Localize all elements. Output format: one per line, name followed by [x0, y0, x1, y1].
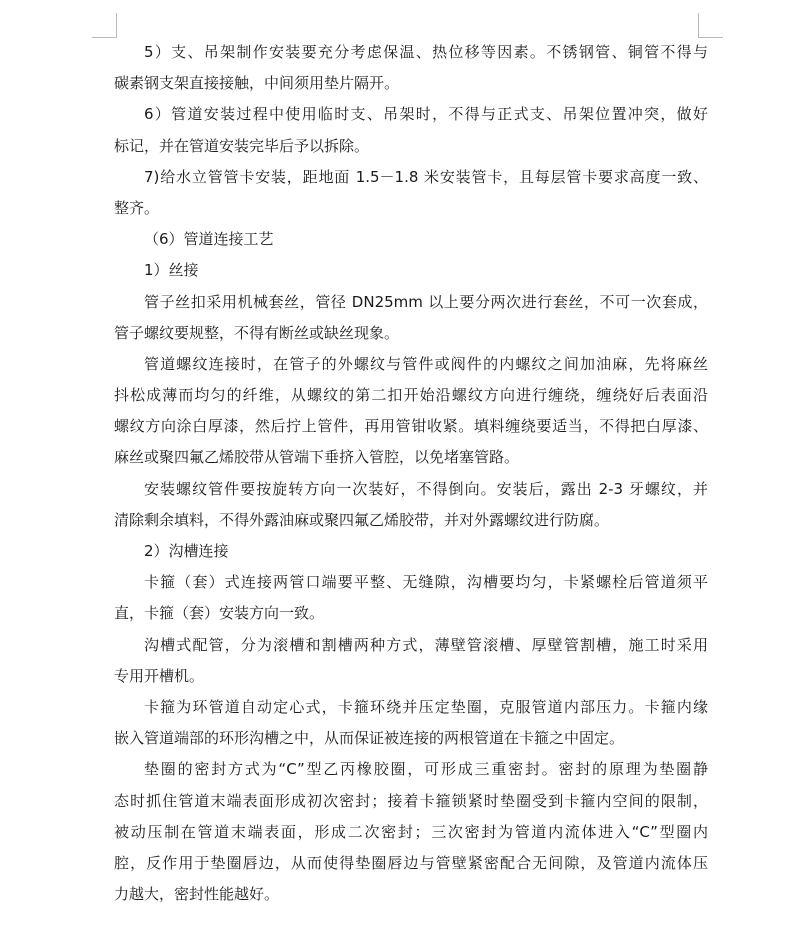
text-line: 5）支、吊架制作安装要充分考虑保温、热位移等因素。不锈钢管、铜管不得与 [144, 43, 708, 61]
text-line: 管子丝扣采用机械套丝，管径 DN25mm 以上要分两次进行套丝，不可一次套成， [144, 292, 708, 311]
text-line: 标记，并在管道安装完毕后予以拆除。 [114, 136, 370, 155]
document-body [114, 37, 708, 910]
text-line: 1）丝接 [144, 261, 199, 280]
text-line: 直，卡箍（套）安装方向一致。 [114, 604, 325, 623]
margin-corner-mark-left [92, 13, 117, 38]
margin-corner-mark-right [698, 13, 723, 38]
text-line: 态时抓住管道末端表面形成初次密封；接着卡箍锁紧时垫圈受到卡箍内空间的限制， [114, 791, 708, 810]
text-line: 抖松成薄而均匀的纤维，从螺纹的第二扣开始沿螺纹方向进行缠绕，缠绕好后表面沿 [114, 386, 708, 405]
text-line: 被动压制在管道末端表面，形成二次密封；三次密封为管道内流体进入“C”型圈内 [114, 822, 708, 841]
text-line: 沟槽式配管，分为滚槽和割槽两种方式，薄壁管滚槽、厚壁管割槽，施工时采用 [144, 635, 708, 654]
text-line: 专用开槽机。 [114, 666, 205, 685]
text-line: 清除剩余填料，不得外露油麻或聚四氟乙烯胶带，并对外露螺纹进行防腐。 [114, 510, 610, 529]
text-line: 安装螺纹管件要按旋转方向一次装好，不得倒向。安装后，露出 2-3 牙螺纹，并 [144, 479, 708, 498]
text-line: 嵌入管道端部的环形沟槽之中，从而保证被连接的两根管道在卡箍之中固定。 [114, 729, 625, 748]
text-line: 碳素钢支架直接接触，中间须用垫片隔开。 [114, 74, 400, 93]
text-line: 垫圈的密封方式为“C”型乙丙橡胶圈，可形成三重密封。密封的原理为垫圈静 [144, 760, 708, 779]
text-line: 力越大，密封性能越好。 [114, 885, 280, 904]
text-line: 麻丝或聚四氟乙烯胶带从管端下垂挤入管腔，以免堵塞管路。 [114, 448, 520, 467]
text-line: （6）管道连接工艺 [144, 230, 274, 249]
text-line: 6）管道安装过程中使用临时支、吊架时，不得与正式支、吊架位置冲突，做好 [144, 105, 708, 124]
text-line: 7)给水立管管卡安装，距地面 1.5－1.8 米安装管卡，且每层管卡要求高度一致、 [144, 167, 708, 186]
text-line: 2）沟槽连接 [144, 542, 229, 560]
text-line: 管道螺纹连接时，在管子的外螺纹与管件或阀件的内螺纹之间加油麻，先将麻丝 [144, 354, 708, 373]
text-line: 管子螺纹要规整，不得有断丝或缺丝现象。 [114, 323, 400, 342]
text-line: 螺纹方向涂白厚漆，然后拧上管件，再用管钳收紧。填料缠绕要适当，不得把白厚漆、 [114, 417, 708, 436]
text-line: 整齐。 [114, 198, 160, 217]
text-line: 卡箍为环管道自动定心式，卡箍环绕并压定垫圈，克服管道内部压力。卡箍内缘 [144, 697, 708, 716]
text-line: 腔，反作用于垫圈唇边，从而使得垫圈唇边与管壁紧密配合无间隙，及管道内流体压 [114, 853, 708, 872]
text-line: 卡箍（套）式连接两管口端要平整、无缝隙，沟槽要均匀，卡紧螺栓后管道须平 [144, 573, 708, 592]
